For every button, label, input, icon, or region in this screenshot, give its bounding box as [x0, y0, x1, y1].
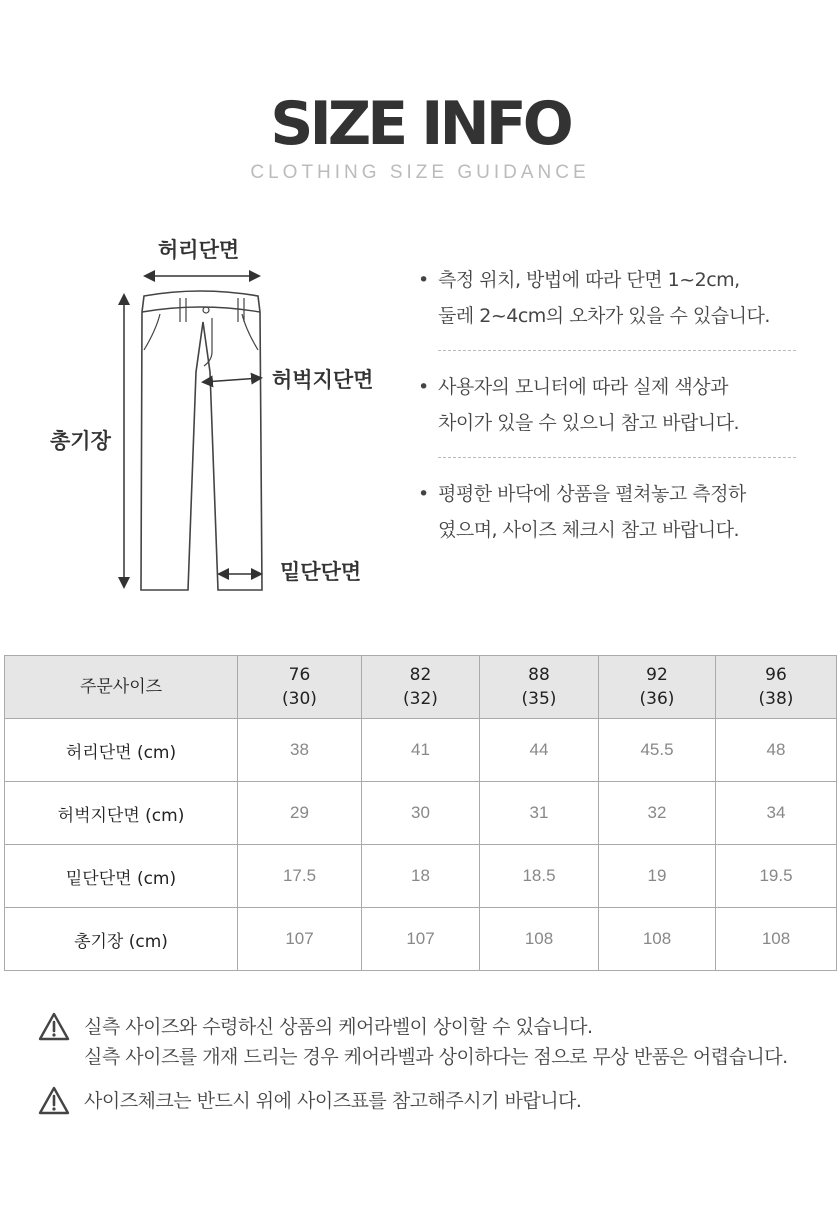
- size-header: [238, 656, 362, 719]
- table-cell: 48: [716, 719, 837, 782]
- size-header: [716, 656, 837, 719]
- measurement-notes: [418, 262, 798, 548]
- size-header: [480, 656, 599, 719]
- bullet-dot-icon: •: [418, 269, 429, 291]
- note-line: 측정 위치, 방법에 따라 단면 1~2cm,: [438, 269, 740, 291]
- size-header: [599, 656, 716, 719]
- size-alt: (38): [758, 689, 794, 709]
- warning-triangle-icon: [38, 1012, 70, 1042]
- table-cell: 44: [480, 719, 599, 782]
- waist-label: 허리단면: [158, 238, 240, 262]
- size-alt: (36): [639, 689, 675, 709]
- table-cell: 17.5: [238, 845, 362, 908]
- size-alt: (30): [282, 689, 317, 709]
- table-cell: 108: [599, 908, 716, 971]
- row-label: 총기장 (cm): [5, 908, 238, 971]
- table-cell: 34: [716, 782, 837, 845]
- table-cell: 108: [716, 908, 837, 971]
- table-row: [5, 782, 837, 845]
- table-cell: 18: [362, 845, 480, 908]
- table-cell: 19.5: [716, 845, 837, 908]
- note-line: 차이가 있을 수 있으니 참고 바랍니다.: [438, 412, 740, 434]
- bullet-dot-icon: •: [418, 483, 429, 505]
- table-row: [5, 908, 837, 971]
- warning-triangle-icon: [38, 1086, 70, 1116]
- note-line: 사용자의 모니터에 따라 실제 색상과: [438, 376, 728, 398]
- size-number: 82: [409, 665, 432, 685]
- thigh-label: 허벅지단면: [272, 368, 374, 392]
- dashed-divider: [438, 350, 796, 351]
- row-label: 허리단면 (cm): [5, 719, 238, 782]
- warning-block: [38, 1012, 818, 1072]
- size-number: 76: [288, 665, 311, 685]
- table-header-row: [5, 656, 837, 719]
- dashed-divider: [438, 457, 796, 458]
- page-subtitle: CLOTHING SIZE GUIDANCE: [250, 162, 590, 183]
- note-line: 둘레 2~4cm의 오차가 있을 수 있습니다.: [438, 305, 770, 327]
- pants-diagram: [0, 220, 420, 620]
- table-cell: 45.5: [599, 719, 716, 782]
- table-row: [5, 719, 837, 782]
- note-line: 였으며, 사이즈 체크시 참고 바랍니다.: [438, 519, 740, 541]
- size-table: [4, 655, 837, 971]
- size-number: 88: [528, 665, 550, 685]
- table-corner: 주문사이즈: [5, 656, 238, 719]
- table-cell: 38: [238, 719, 362, 782]
- note-item: [418, 369, 798, 441]
- table-cell: 41: [362, 719, 480, 782]
- table-cell: 30: [362, 782, 480, 845]
- size-header: [362, 656, 480, 719]
- size-number: 96: [765, 665, 787, 685]
- size-number: 92: [646, 665, 668, 685]
- table-cell: 107: [362, 908, 480, 971]
- warning-line: 실측 사이즈와 수령하신 상품의 케어라벨이 상이할 수 있습니다.: [84, 1016, 593, 1038]
- bullet-dot-icon: •: [418, 376, 429, 398]
- warning-line: 사이즈체크는 반드시 위에 사이즈표를 참고해주시기 바랍니다.: [84, 1090, 582, 1112]
- row-label: 허벅지단면 (cm): [5, 782, 238, 845]
- warning-line: 실측 사이즈를 개재 드리는 경우 케어라벨과 상이하다는 점으로 무상 반품은 어렵습니다.: [84, 1046, 788, 1068]
- warning-block: [38, 1086, 818, 1116]
- note-item: [418, 262, 798, 334]
- length-label: 총기장: [50, 429, 111, 453]
- table-row: [5, 845, 837, 908]
- size-alt: (32): [403, 689, 438, 709]
- table-cell: 19: [599, 845, 716, 908]
- table-cell: 29: [238, 782, 362, 845]
- table-cell: 18.5: [480, 845, 599, 908]
- note-line: 평평한 바닥에 상품을 펼쳐놓고 측정하: [438, 483, 746, 505]
- table-cell: 32: [599, 782, 716, 845]
- size-alt: (35): [521, 689, 557, 709]
- table-cell: 108: [480, 908, 599, 971]
- page-title: SIZE INFO: [270, 89, 570, 159]
- table-cell: 31: [480, 782, 599, 845]
- table-cell: 107: [238, 908, 362, 971]
- hem-label: 밑단단면: [280, 560, 362, 584]
- note-item: [418, 476, 798, 548]
- row-label: 밑단단면 (cm): [5, 845, 238, 908]
